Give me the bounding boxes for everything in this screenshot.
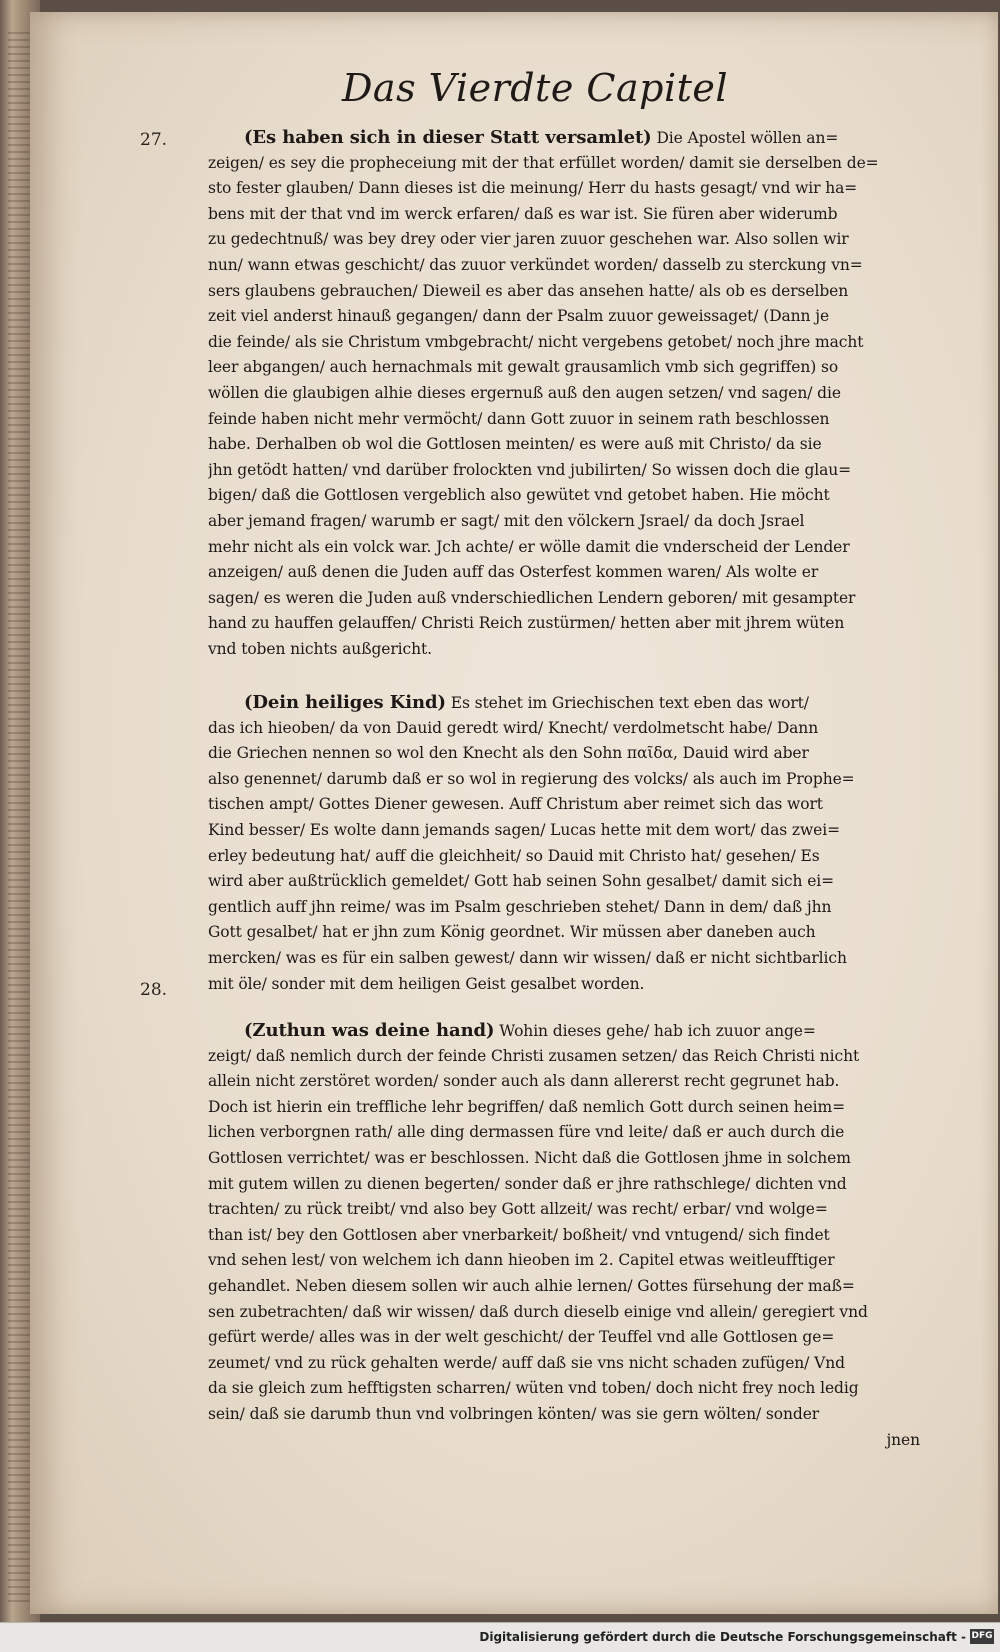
text-line: sto fester glauben/ Dann dieses ist die meinung/ Herr du hasts gesagt/ vnd wir ha= [208,179,858,198]
text-line: vnd sehen lest/ von welchem ich dann hieoben im 2. Capitel etwas weitleufftiger [208,1251,835,1270]
text-line: wird aber außtrücklich gemeldet/ Gott hab seinen Sohn gesalbet/ damit sich ei= [208,872,835,891]
margin-number: 27. [140,130,168,150]
lemma: (Zuthun was deine hand) [244,1020,495,1041]
text-line: aber jemand fragen/ warumb er sagt/ mit den völckern Jsrael/ da doch Jsrael [208,511,805,530]
text-line: erley bedeutung hat/ auff die gleichheit/ so Dauid mit Christo hat/ gesehen/ Es [208,846,820,865]
text-line: (Dein heiliges Kind) Es stehet im Griechischen text eben das wort/ [244,692,809,713]
text-line: sers glaubens gebrauchen/ Dieweil es aber das ansehen hatte/ als ob es derselben [208,281,849,300]
text-line: nun/ wann etwas geschicht/ das zuuor verkündet worden/ dasselb zu sterckung vn= [208,255,863,274]
text-line: trachten/ zu rück treibt/ vnd also bey Gott allzeit/ was recht/ erbar/ vnd wolge= [208,1200,828,1219]
text-line: (Es haben sich in dieser Statt versamlet) Die Apostel wöllen an= [244,127,839,148]
text-line: die feinde/ als sie Christum vmbgebracht/ nicht vergebens getobet/ noch jhre macht [208,332,864,351]
text-line: Doch ist hierin ein treffliche lehr begriffen/ daß nemlich Gott durch seinen heim= [208,1097,845,1116]
text-line: vnd toben nichts außgericht. [208,639,432,658]
dfg-logo-icon: DFG [970,1629,994,1644]
text-line: das ich hieoben/ da von Dauid geredt wird/ Knecht/ verdolmetscht habe/ Dann [208,718,819,737]
text-line: wöllen die glaubigen alhie dieses ergernuß auß den augen setzen/ vnd sagen/ die [208,383,841,402]
text-line: allein nicht zerstöret worden/ sonder auch als dann allererst recht gegrunet hab. [208,1072,840,1091]
text-line: habe. Derhalben ob wol die Gottlosen meinten/ es were auß mit Christo/ da sie [208,435,822,454]
text-line: jhn getödt hatten/ vnd darüber frolockten vnd jubilirten/ So wissen doch die glau= [208,460,852,479]
text-line: zeit viel anderst hinauß gegangen/ dann der Psalm zuuor geweissaget/ (Dann je [208,307,830,326]
text-line: mit öle/ sonder mit dem heiligen Geist gesalbet worden. [208,974,645,993]
text-line: mercken/ was es für ein salben gewest/ dann wir wissen/ daß er nicht sichtbarlich [208,948,847,967]
text-line: lichen verborgnen rath/ alle ding dermassen füre vnd leite/ daß er auch durch die [208,1123,845,1142]
text-line: zeumet/ vnd zu rück gehalten werde/ auff daß sie vns nicht schaden zufügen/ Vnd [208,1353,845,1372]
running-title: Das Vierdte Capitel [341,66,729,110]
text-line: Gott gesalbet/ hat er jhn zum König geordnet. Wir müssen aber daneben auch [208,923,816,942]
text-line: mehr nicht als ein volck war. Jch achte/ er wölle damit die vnderscheid der Lender [208,537,850,556]
lemma: (Dein heiliges Kind) [244,692,446,713]
paragraph-3 [208,1018,920,1453]
text-line: die Griechen nennen so wol den Knecht als den Sohn παῖδα, Dauid wird aber [208,744,809,763]
text-line: sagen/ es weren die Juden auß vnderschiedlichen Lendern geboren/ mit gesampter [208,588,856,607]
catchword: jnen [886,1430,920,1449]
footer-bar [0,1622,1000,1652]
text-line: than ist/ bey den Gottlosen aber vnerbarkeit/ boßheit/ vnd vntugend/ sich findet [208,1225,830,1244]
text-line: zeigen/ es sey die propheceiung mit der that erfüllet worden/ damit sie derselben de= [208,153,879,172]
lemma: (Es haben sich in dieser Statt versamlet) [244,127,652,148]
text-line: mit gutem willen zu dienen begerten/ sonder daß er jhre rathschlege/ dichten vnd [208,1174,847,1193]
text-line: leer abgangen/ auch hernachmals mit gewalt grausamlich vmb sich gegriffen) so [208,358,839,377]
text-line: bens mit der that vnd im werck erfaren/ daß es war ist. Sie füren aber widerumb [208,204,838,223]
text-line: gehandlet. Neben diesem sollen wir auch alhie lernen/ Gottes fürsehung der maß= [208,1276,855,1295]
text-line: gentlich auff jhn reime/ was im Psalm geschrieben stehet/ Dann in dem/ daß jhn [208,897,832,916]
text-line: da sie gleich zum hefftigsten scharren/ wüten vnd toben/ doch nicht frey noch ledig [208,1379,859,1398]
text-line: feinde haben nicht mehr vermöcht/ dann Gott zuuor in seinem rath beschlossen [208,409,830,428]
text-line: hand zu hauffen gelauffen/ Christi Reich zustürmen/ hetten aber mit jhrem wüten [208,614,845,633]
text-line: zu gedechtnuß/ was bey drey oder vier jaren zuuor geschehen war. Also sollen wir [208,230,849,249]
text-line: gefürt werde/ alles was in der welt geschicht/ der Teuffel vnd alle Gottlosen ge= [208,1328,835,1347]
text-line: (Zuthun was deine hand) Wohin dieses gehe/ hab ich zuuor ange= [244,1020,816,1041]
text-line: Gottlosen verrichtet/ was er beschlossen. Nicht daß die Gottlosen jhme in solchem [208,1148,851,1167]
text-line: zeigt/ daß nemlich durch der feinde Christi zusamen setzen/ das Reich Christi nicht [208,1046,860,1065]
text-line: also genennet/ darumb daß er so wol in regierung des volcks/ als auch im Prophe= [208,769,855,788]
paragraph-1 [208,125,920,662]
funding-notice: Digitalisierung gefördert durch die Deutsche Forschungsgemeinschaft - [479,1630,966,1644]
paragraph-2 [208,690,920,997]
text-line: bigen/ daß die Gottlosen vergeblich also gewütet vnd getobet haben. Hie möcht [208,486,830,505]
margin-number: 28. [140,980,168,1000]
text-line: Kind besser/ Es wolte dann jemands sagen/ Lucas hette mit dem wort/ das zwei= [208,820,840,839]
text-line: sen zubetrachten/ daß wir wissen/ daß durch dieselb einige vnd allein/ geregiert vnd [208,1302,868,1321]
text-line: sein/ daß sie darumb thun vnd volbringen könten/ was sie gern wölten/ sonder [208,1404,820,1423]
text-line: anzeigen/ auß denen die Juden auff das Osterfest kommen waren/ Als wolte er [208,563,819,582]
text-line: tischen ampt/ Gottes Diener gewesen. Auff Christum aber reimet sich das wort [208,795,823,814]
